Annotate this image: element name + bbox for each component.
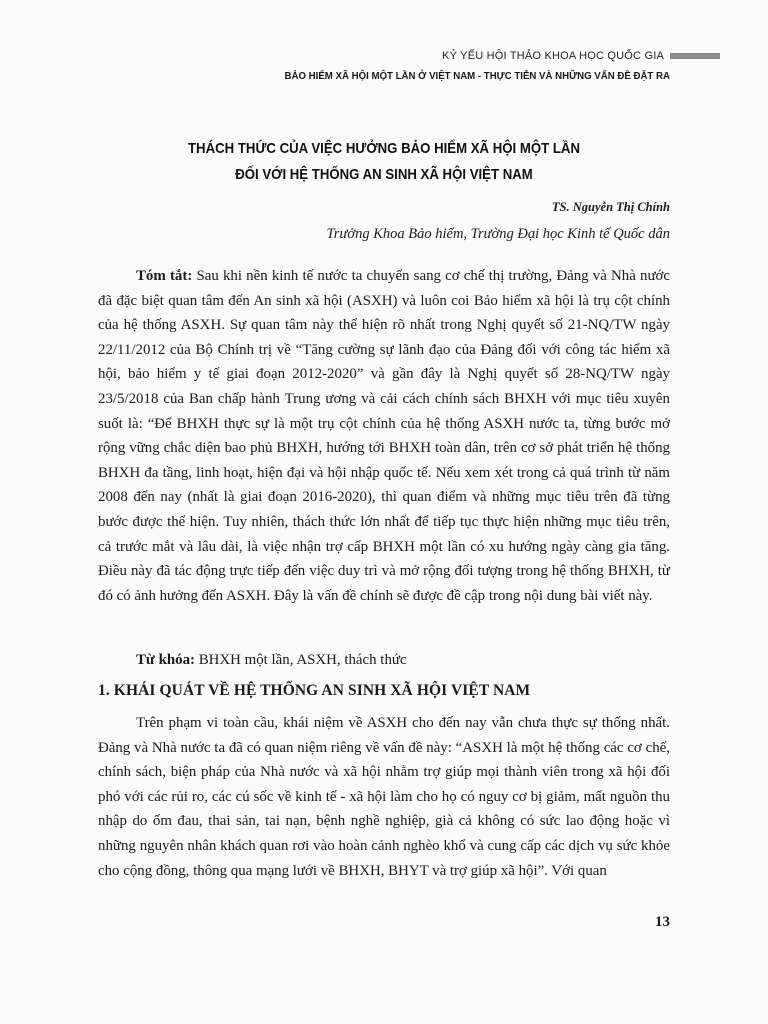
title-line-1: THÁCH THỨC CỦA VIỆC HƯỞNG BẢO HIỂM XÃ HỘI MỘT LẦN [187, 140, 580, 157]
keywords-paragraph [98, 648, 670, 673]
abstract-paragraph [98, 264, 670, 608]
abstract [98, 264, 670, 608]
running-header [251, 50, 720, 82]
running-header-top [251, 50, 720, 62]
section-heading: 1. KHÁI QUÁT VỀ HỆ THỐNG AN SINH XÃ HỘI VIỆT NAM [98, 682, 531, 699]
title-line-2: ĐỐI VỚI HỆ THỐNG AN SINH XÃ HỘI VIỆT NAM [235, 166, 533, 183]
conference-title: KỶ YẾU HỘI THẢO KHOA HỌC QUỐC GIA [442, 50, 664, 62]
abstract-text: Sau khi nền kinh tế nước ta chuyển sang cơ chế thị trường, Đảng và Nhà nước đã đặc biệt quan tâm đến An sinh xã hội (ASXH) và luôn coi Bảo hiểm xã hội là trụ cột chính của hệ thống ASXH. Sự quan tâm này thể hiện rõ nhất trong Nghị quyết số 21-NQ/TW ngày 22/11/2012 của Bộ Chính trị về “Tăng cường sự lãnh đạo của Đảng đối với công tác hiểm xã hội, bảo hiểm y tế giai đoạn 2012-2020” và gần đây là Nghị quyết số 28-NQ/TW ngày 23/5/2018 của Ban chấp hành Trung ương và cải cách chính sách BHXH với mục tiêu xuyên suốt là: “Để BHXH thực sự là một trụ cột chính của hệ thống ASXH nước ta, từng bước mở rộng vững chắc diện bao phủ BHXH, hướng tới BHXH toàn dân, trên cơ sở phát triển hệ thống BHXH đa tầng, linh hoạt, hiện đại và hội nhập quốc tế. Nếu xem xét trong cả quá trình từ năm 2008 đến nay (nhất là giai đoạn 2016-2020), thì quan điểm và những mục tiêu trên đã từng bước được thể hiện. Tuy nhiên, thách thức lớn nhất để tiếp tục thực hiện những mục tiêu trên, cả trước mắt và lâu dài, là việc nhận trợ cấp BHXH một lần có xu hướng ngày càng gia tăng. Điều này đã tác động trực tiếp đến việc duy trì và mở rộng đối tượng trong hệ thống BHXH, từ đó có ảnh hưởng đến ASXH. Đây là vấn đề chính sẽ được đề cập trong nội dung bài viết này. [98, 268, 670, 604]
abstract-label: Tóm tắt: [136, 268, 193, 284]
page-number: 13 [655, 914, 670, 930]
keywords [98, 648, 670, 673]
header-bar-decoration [670, 53, 720, 59]
section-body [98, 711, 670, 883]
keywords-text: BHXH một lần, ASXH, thách thức [195, 652, 407, 668]
author-name: TS. Nguyễn Thị Chính [551, 200, 670, 214]
author-affiliation: Trưởng Khoa Bảo hiểm, Trường Đại học Kinh tế Quốc dân [326, 226, 670, 242]
section-paragraph: Trên phạm vi toàn cầu, khái niệm về ASXH cho đến nay vẫn chưa thực sự thống nhất. Đảng và Nhà nước ta đã có quan niệm riêng về vấn đề này: “ASXH là một hệ thống các cơ chế, chính sách, biện pháp của Nhà nước và xã hội nhằm trợ giúp mọi thành viên trong xã hội đối phó với các rủi ro, các cú sốc về kinh tế - xã hội làm cho họ có nguy cơ bị giảm, mất nguồn thu nhập do ốm đau, thai sản, tai nạn, bệnh nghề nghiệp, già cả không có sức lao động hoặc vì những nguyên nhân khách quan rơi vào hoàn cảnh nghèo khổ và cung cấp các dịch vụ sức khỏe cho cộng đồng, thông qua mạng lưới về BHXH, BHYT và trợ giúp xã hội”. Với quan [98, 715, 670, 879]
article-title [0, 136, 768, 188]
keywords-label: Từ khóa: [136, 652, 196, 668]
conference-subtitle: BẢO HIỂM XÃ HỘI MỘT LẦN Ở VIỆT NAM - THỰC TIỄN VÀ NHỮNG VẤN ĐỀ ĐẶT RA [284, 70, 670, 82]
